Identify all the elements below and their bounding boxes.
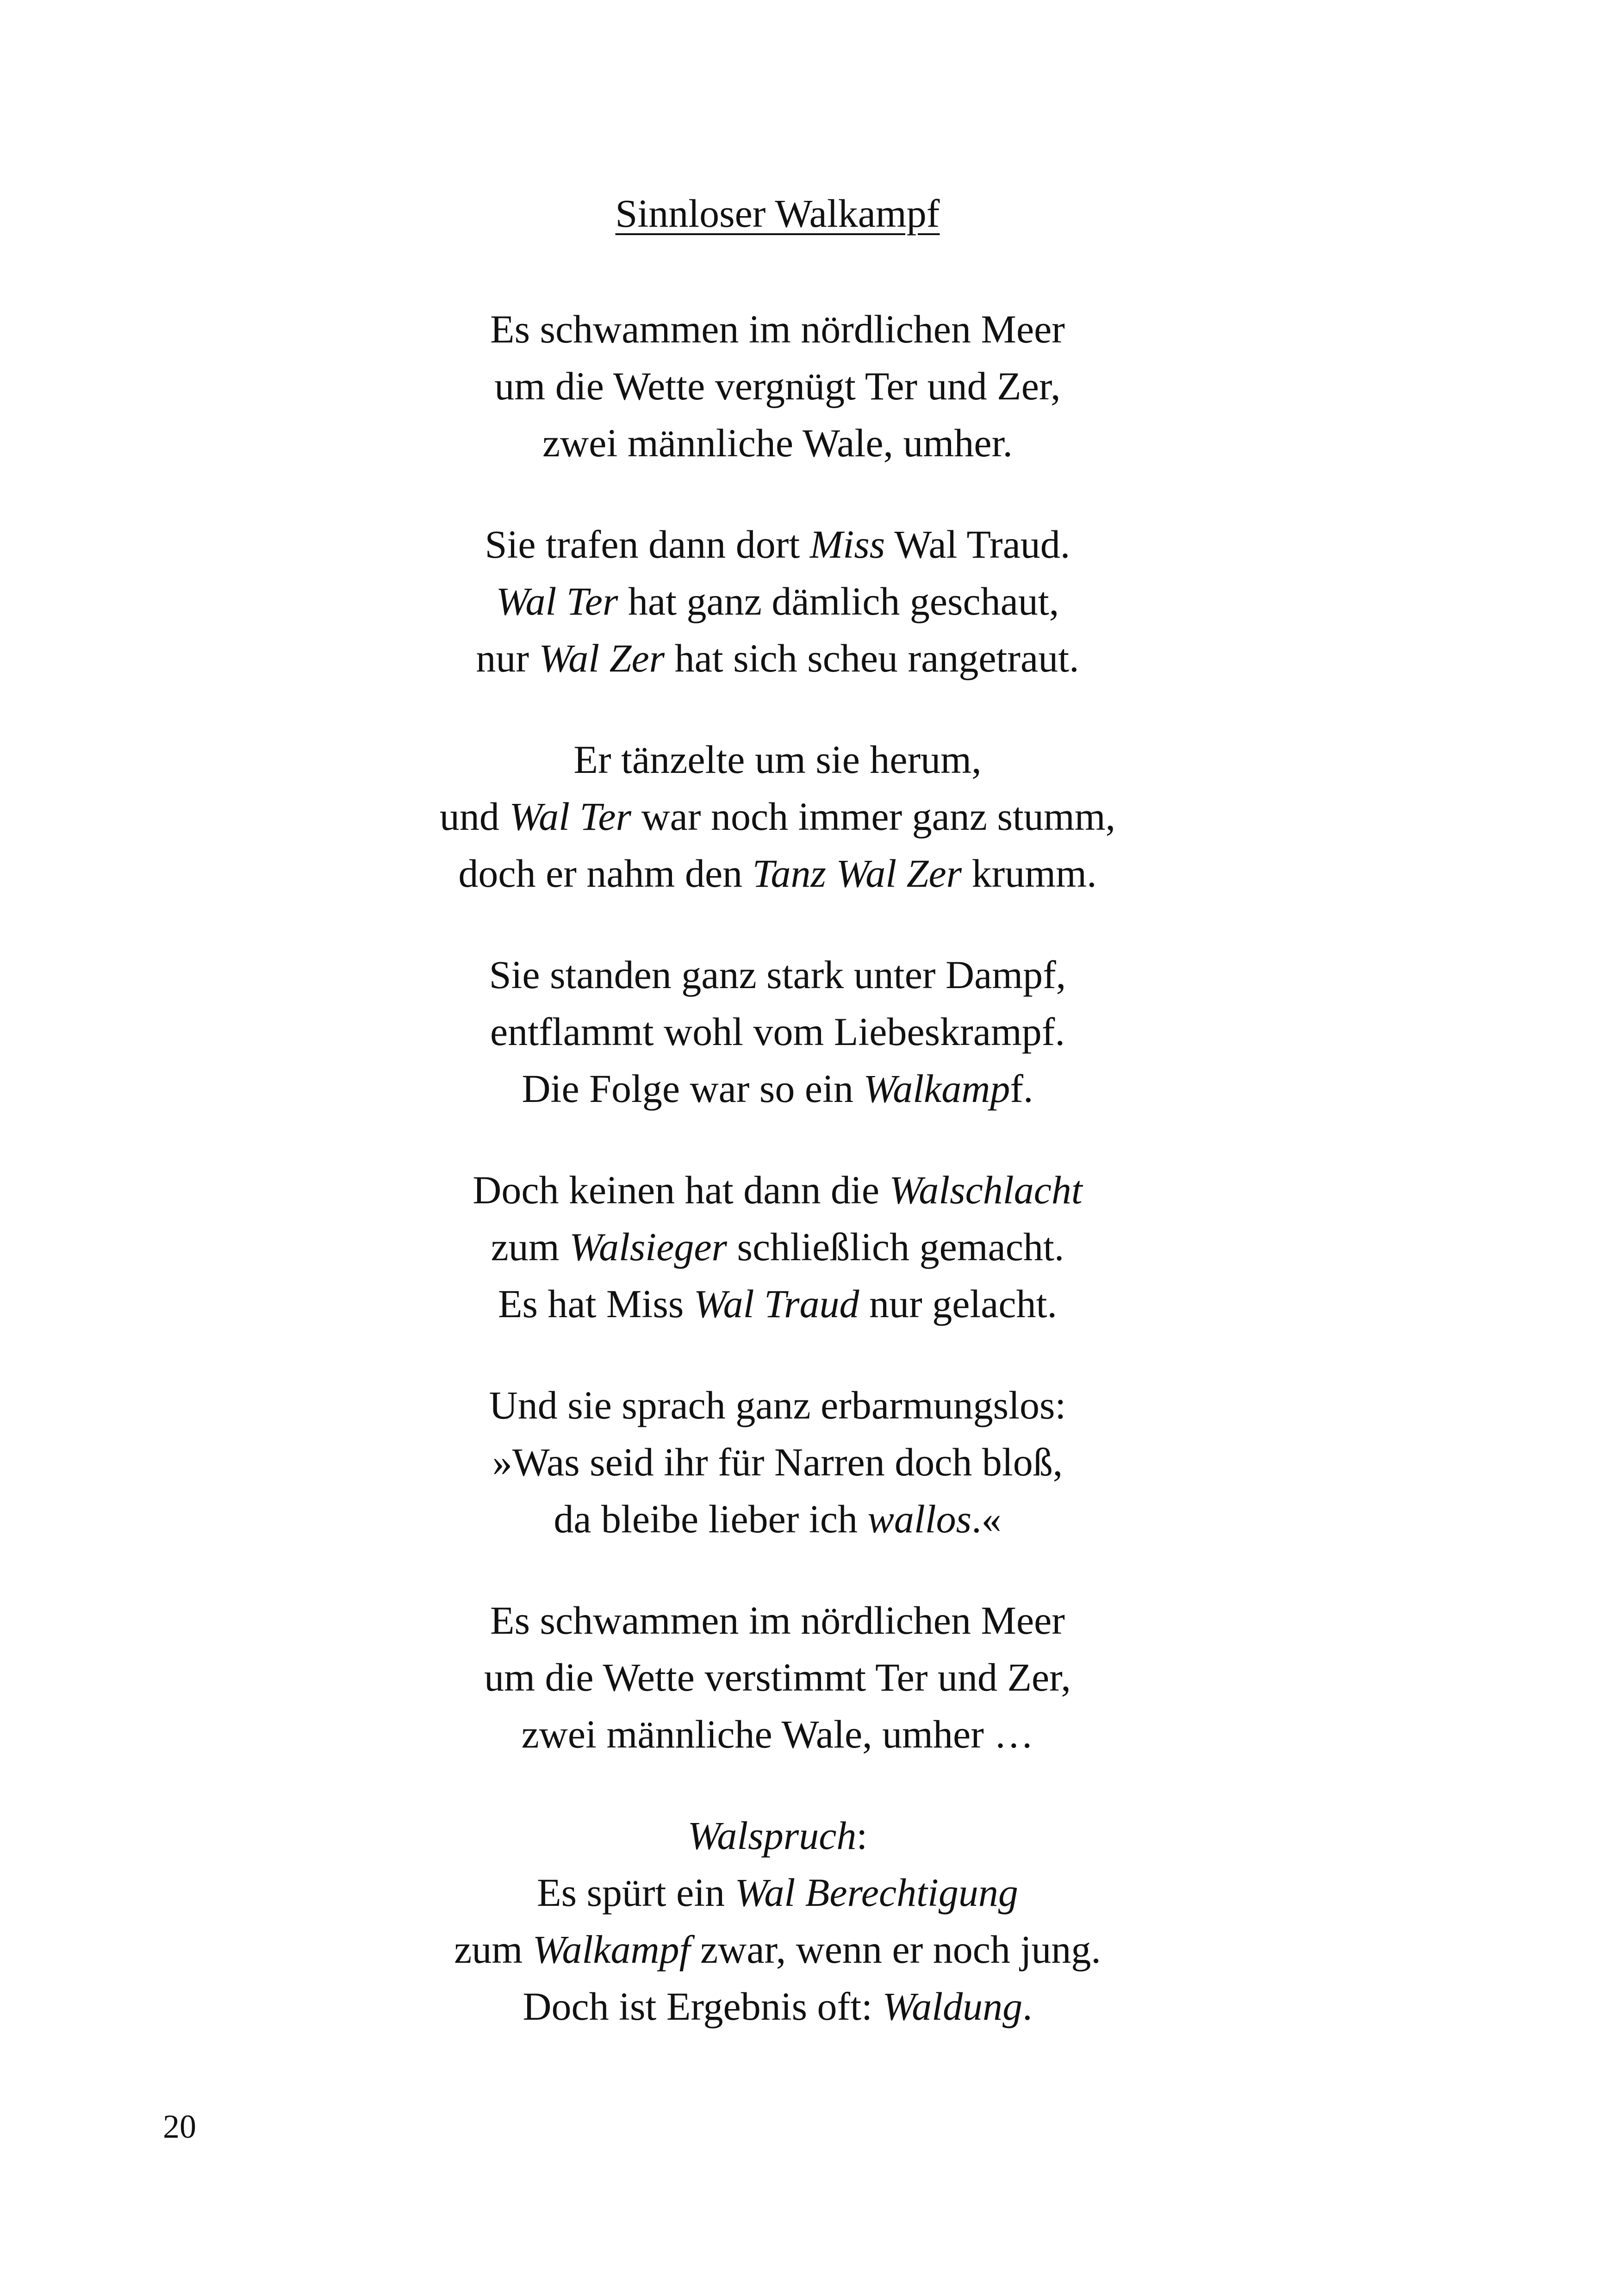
verse-line [185,1276,1370,1332]
verse-text: entflammt wohl vom Liebeskrampf. [490,1009,1065,1054]
italic-text: Walspruch [687,1813,857,1858]
verse-text: um die Wette verstimmt Ter und Zer, [484,1655,1071,1699]
verse-text: zum [491,1225,570,1269]
italic-text: Walschlacht [889,1168,1083,1212]
verse-text: zwei männliche Wale, umher. [542,421,1013,465]
verse-text: f. [1010,1066,1033,1111]
italic-text: Wal Ter [509,794,632,839]
verse-line [185,1060,1370,1117]
italic-text: Miss [809,522,885,566]
poem-body [185,301,1370,2035]
stanza [185,946,1370,1117]
italic-text: Walsieger [569,1225,728,1269]
verse-text: Er tänzelte um sie herum, [573,737,982,782]
verse-text: doch er nahm den [458,851,753,896]
verse-line [185,1434,1370,1491]
verse-line [185,630,1370,687]
italic-text: Tanz Wal Zer [752,851,962,896]
verse-line [185,1592,1370,1649]
italic-text: Wal Traud [693,1282,859,1326]
verse-line [185,845,1370,902]
verse-line [185,1491,1370,1548]
italic-text: wallos [867,1497,972,1541]
verse-text: Es schwammen im nördlichen Meer [490,1598,1065,1643]
verse-line [185,1162,1370,1219]
verse-text: Doch keinen hat dann die [473,1168,890,1212]
verse-line [185,516,1370,573]
verse-line [185,1864,1370,1921]
verse-text: zwei männliche Wale, umher … [521,1712,1034,1756]
verse-line [185,1219,1370,1276]
stanza [185,1807,1370,2035]
verse-text: Wal Traud. [885,522,1070,566]
verse-text: Es spürt ein [537,1870,735,1915]
verse-text: Die Folge war so ein [522,1066,864,1111]
verse-line [185,415,1370,472]
verse-text: nur gelacht. [859,1282,1058,1326]
verse-text: um die Wette vergnügt Ter und Zer, [494,364,1061,408]
verse-text: Doch ist Ergebnis oft: [523,1984,883,2028]
italic-text: Wal Ter [496,579,618,623]
page-number: 20 [163,2108,196,2145]
verse-text: Und sie sprach ganz erbarmungslos: [489,1383,1066,1427]
verse-line [185,1807,1370,1864]
poem-title: Sinnloser Walkampf [615,191,940,236]
verse-line [185,1649,1370,1706]
verse-text: : [856,1813,868,1858]
verse-text: war noch immer ganz stumm, [631,794,1116,839]
stanza [185,301,1370,472]
verse-text: . [1022,1984,1033,2028]
stanza [185,731,1370,902]
verse-line [185,1921,1370,1978]
verse-line [185,1377,1370,1434]
verse-line [185,573,1370,630]
stanza [185,1377,1370,1548]
verse-text: Sie standen ganz stark unter Dampf, [489,952,1066,997]
verse-text: .« [971,1497,1002,1541]
verse-text: »Was seid ihr für Narren doch bloß, [492,1440,1063,1484]
stanza [185,1162,1370,1332]
verse-text: da bleibe lieber ich [554,1497,868,1541]
poem [185,185,1370,2079]
verse-text: hat sich scheu rangetraut. [665,636,1079,680]
verse-text: nur [476,636,539,680]
verse-line [185,301,1370,358]
verse-text: zum [454,1927,533,1972]
stanza [185,1592,1370,1763]
verse-text: Es hat Miss [498,1282,694,1326]
verse-line [185,1978,1370,2035]
italic-text: Waldung [882,1984,1023,2028]
verse-line [185,1003,1370,1060]
verse-text: zwar, wenn er noch jung. [690,1927,1101,1972]
italic-text: Wal Berechtigung [734,1870,1018,1915]
verse-text: hat ganz dämlich geschaut, [618,579,1059,623]
verse-line [185,946,1370,1003]
verse-text: schließlich gemacht. [727,1225,1064,1269]
verse-text: und [439,794,510,839]
verse-text: Sie trafen dann dort [485,522,810,566]
italic-text: Walkamp [863,1066,1010,1111]
italic-text: Wal Zer [539,636,665,680]
verse-text: krumm. [962,851,1097,896]
italic-text: Walkampf [532,1927,691,1972]
verse-line [185,731,1370,788]
stanza [185,516,1370,687]
verse-line [185,358,1370,415]
verse-line [185,1706,1370,1763]
verse-line [185,788,1370,845]
verse-text: Es schwammen im nördlichen Meer [490,307,1065,351]
